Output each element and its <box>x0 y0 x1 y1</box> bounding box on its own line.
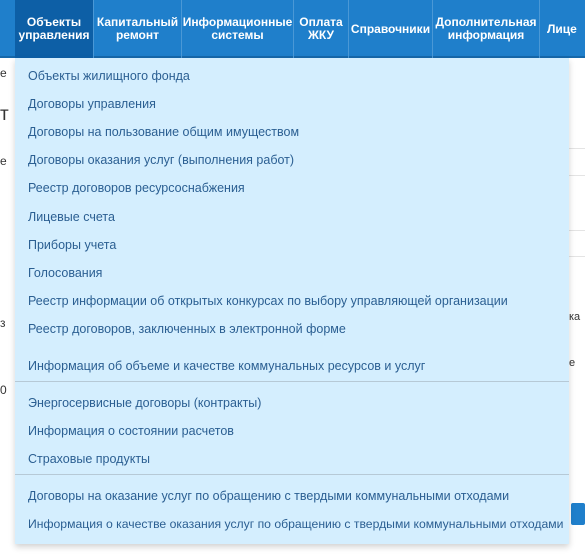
menu-item-solid-waste-contracts[interactable]: Договоры на оказание услуг по обращению с твердыми коммунальными отходами <box>28 489 510 503</box>
nav-personal[interactable] <box>540 0 585 58</box>
menu-item-energy-service-contracts[interactable]: Энергосервисные договоры (контракты) <box>28 396 262 410</box>
menu-item-management-contracts[interactable]: Договоры управления <box>28 97 156 111</box>
menu-item-open-tenders-registry[interactable]: Реестр информации об открытых конкурсах по выбору управляющей организации <box>28 294 508 308</box>
nav-label: Лице <box>547 21 577 36</box>
menu-item-common-property-contracts[interactable]: Договоры на пользование общим имуществом <box>28 125 300 139</box>
nav-label: Дополнительная информация <box>435 15 537 42</box>
menu-item-metering-devices[interactable]: Приборы учета <box>28 238 117 252</box>
objects-management-dropdown <box>15 58 569 544</box>
bg-text-fragment: е <box>0 66 7 80</box>
bg-text-fragment: 0 <box>0 383 7 397</box>
menu-item-solid-waste-quality-info[interactable]: Информация о качестве оказания услуг по обращению с твердыми коммунальными отходами <box>28 517 564 531</box>
menu-item-resource-supply-registry[interactable]: Реестр договоров ресурсоснабжения <box>28 181 245 195</box>
menu-item-electronic-contracts-registry[interactable]: Реестр договоров, заключенных в электронной форме <box>28 322 346 336</box>
menu-separator <box>15 381 569 382</box>
bg-text-fragment: ка <box>569 311 581 323</box>
menu-separator <box>15 474 569 475</box>
nav-capital-repair[interactable] <box>94 0 182 58</box>
menu-item-service-contracts[interactable]: Договоры оказания услуг (выполнения работ) <box>28 153 295 167</box>
menu-item-insurance-products[interactable]: Страховые продукты <box>28 452 151 466</box>
bg-divider <box>569 175 585 176</box>
bg-text-fragment: з <box>0 316 6 330</box>
nav-directories[interactable] <box>349 0 433 58</box>
bg-text-fragment: е <box>0 154 7 168</box>
nav-label: Капитальный ремонт <box>96 15 179 42</box>
bg-divider <box>569 148 585 149</box>
menu-item-personal-accounts[interactable]: Лицевые счета <box>28 210 115 224</box>
nav-objects-management[interactable] <box>15 0 94 58</box>
nav-label: Оплата ЖКУ <box>299 15 343 42</box>
bg-divider <box>569 256 585 257</box>
nav-additional-info[interactable] <box>433 0 540 58</box>
menu-item-utility-resources-info[interactable]: Информация об объеме и качестве коммунальных ресурсов и услуг <box>28 359 426 373</box>
nav-label: Информационные системы <box>182 15 293 42</box>
menu-item-housing-stock[interactable]: Объекты жилищного фонда <box>28 69 190 83</box>
main-navbar <box>0 0 585 58</box>
menu-item-voting[interactable]: Голосования <box>28 266 103 280</box>
nav-information-systems[interactable] <box>182 0 294 58</box>
bg-button <box>571 503 585 525</box>
bg-text-fragment: е <box>569 357 576 369</box>
bg-text-fragment: т <box>0 104 9 125</box>
nav-housing-payment[interactable] <box>294 0 349 58</box>
nav-label: Справочники <box>350 21 431 36</box>
bg-divider <box>569 230 585 231</box>
menu-item-settlements-info[interactable]: Информация о состоянии расчетов <box>28 424 234 438</box>
nav-label: Объекты управления <box>18 15 90 42</box>
